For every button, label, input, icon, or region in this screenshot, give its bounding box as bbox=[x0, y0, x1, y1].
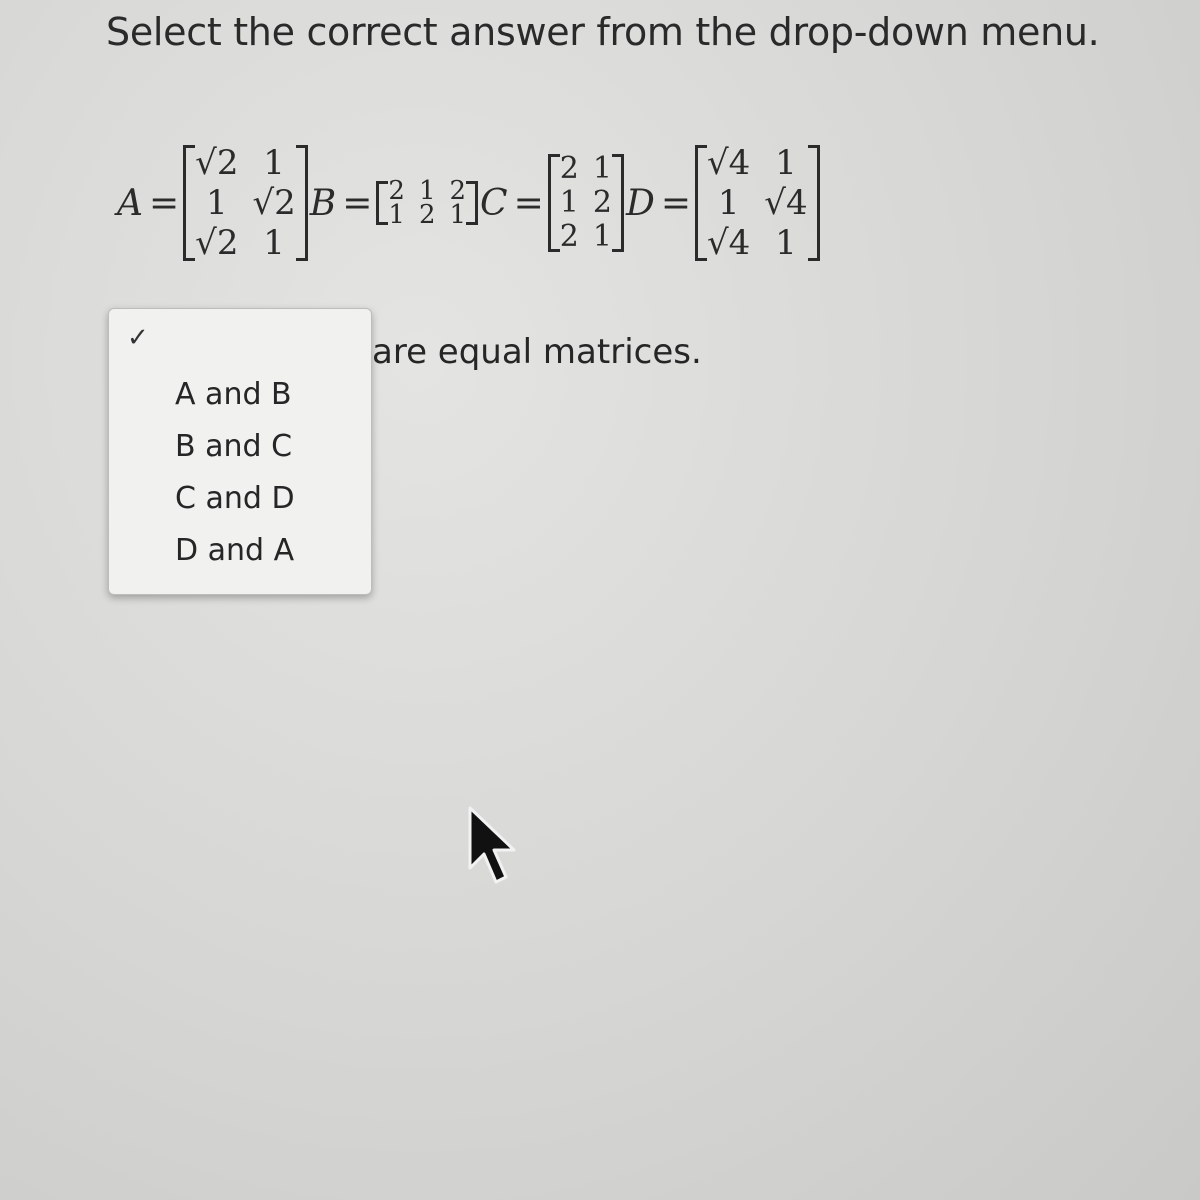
matrix-cell: 1 bbox=[206, 183, 228, 223]
sentence-suffix: are equal matrices. bbox=[372, 332, 702, 372]
mouse-pointer-icon bbox=[464, 804, 524, 894]
dropdown-option-d-and-a[interactable]: D and A bbox=[175, 533, 295, 568]
matrix-d bbox=[695, 143, 820, 263]
matrix-a-label: A bbox=[117, 182, 143, 224]
matrix-cell: 2 bbox=[559, 151, 579, 186]
matrix-b-label: B bbox=[309, 182, 337, 224]
matrix-cell: 2 bbox=[559, 219, 579, 254]
matrix-cell: 1 bbox=[717, 183, 740, 223]
matrix-a-equals: = bbox=[149, 182, 180, 224]
matrix-cell: 1 bbox=[388, 200, 405, 230]
matrix-a-group bbox=[115, 143, 308, 263]
matrix-cell: 1 bbox=[775, 143, 797, 183]
matrix-d-group bbox=[624, 143, 820, 263]
matrix-c-group bbox=[478, 152, 624, 254]
matrix-cell: 1 bbox=[449, 200, 467, 230]
matrix-cell: 2 bbox=[449, 176, 467, 206]
matrix-cell: √4 bbox=[707, 143, 751, 183]
matrix-cell: 2 bbox=[592, 185, 612, 220]
instruction-text: Select the correct answer from the drop-down menu. bbox=[106, 10, 1100, 54]
matrix-c-equals: = bbox=[513, 182, 544, 224]
matrix-cell: √2 bbox=[195, 223, 239, 263]
dropdown-option-c-and-d[interactable]: C and D bbox=[175, 481, 295, 516]
matrix-c bbox=[548, 152, 624, 254]
matrix-c-label: C bbox=[480, 182, 508, 224]
matrix-cell: 1 bbox=[418, 176, 436, 206]
matrix-a bbox=[183, 143, 308, 263]
matrix-cell: 1 bbox=[559, 185, 579, 220]
matrix-cell: √2 bbox=[252, 183, 296, 223]
checkmark-icon: ✓ bbox=[127, 323, 149, 353]
answer-dropdown-menu[interactable] bbox=[108, 308, 372, 595]
matrix-cell: 1 bbox=[775, 223, 797, 263]
matrix-b-group bbox=[308, 176, 478, 230]
matrix-cell: 1 bbox=[263, 223, 285, 263]
matrix-b-equals: = bbox=[342, 182, 373, 224]
matrix-cell: 2 bbox=[388, 176, 405, 206]
matrix-b bbox=[376, 176, 478, 230]
matrix-cell: 1 bbox=[592, 151, 612, 186]
matrix-d-label: D bbox=[625, 182, 655, 224]
matrix-cell: √2 bbox=[195, 143, 239, 183]
matrix-cell: 2 bbox=[418, 200, 436, 230]
dropdown-option-a-and-b[interactable]: A and B bbox=[175, 377, 292, 412]
matrix-definitions bbox=[115, 118, 1125, 288]
dropdown-option-b-and-c[interactable]: B and C bbox=[175, 429, 293, 464]
matrix-d-equals: = bbox=[660, 182, 691, 224]
matrix-cell: 1 bbox=[263, 143, 285, 183]
matrix-cell: √4 bbox=[707, 223, 751, 263]
matrix-cell: 1 bbox=[592, 219, 612, 254]
matrix-cell: √4 bbox=[764, 183, 808, 223]
